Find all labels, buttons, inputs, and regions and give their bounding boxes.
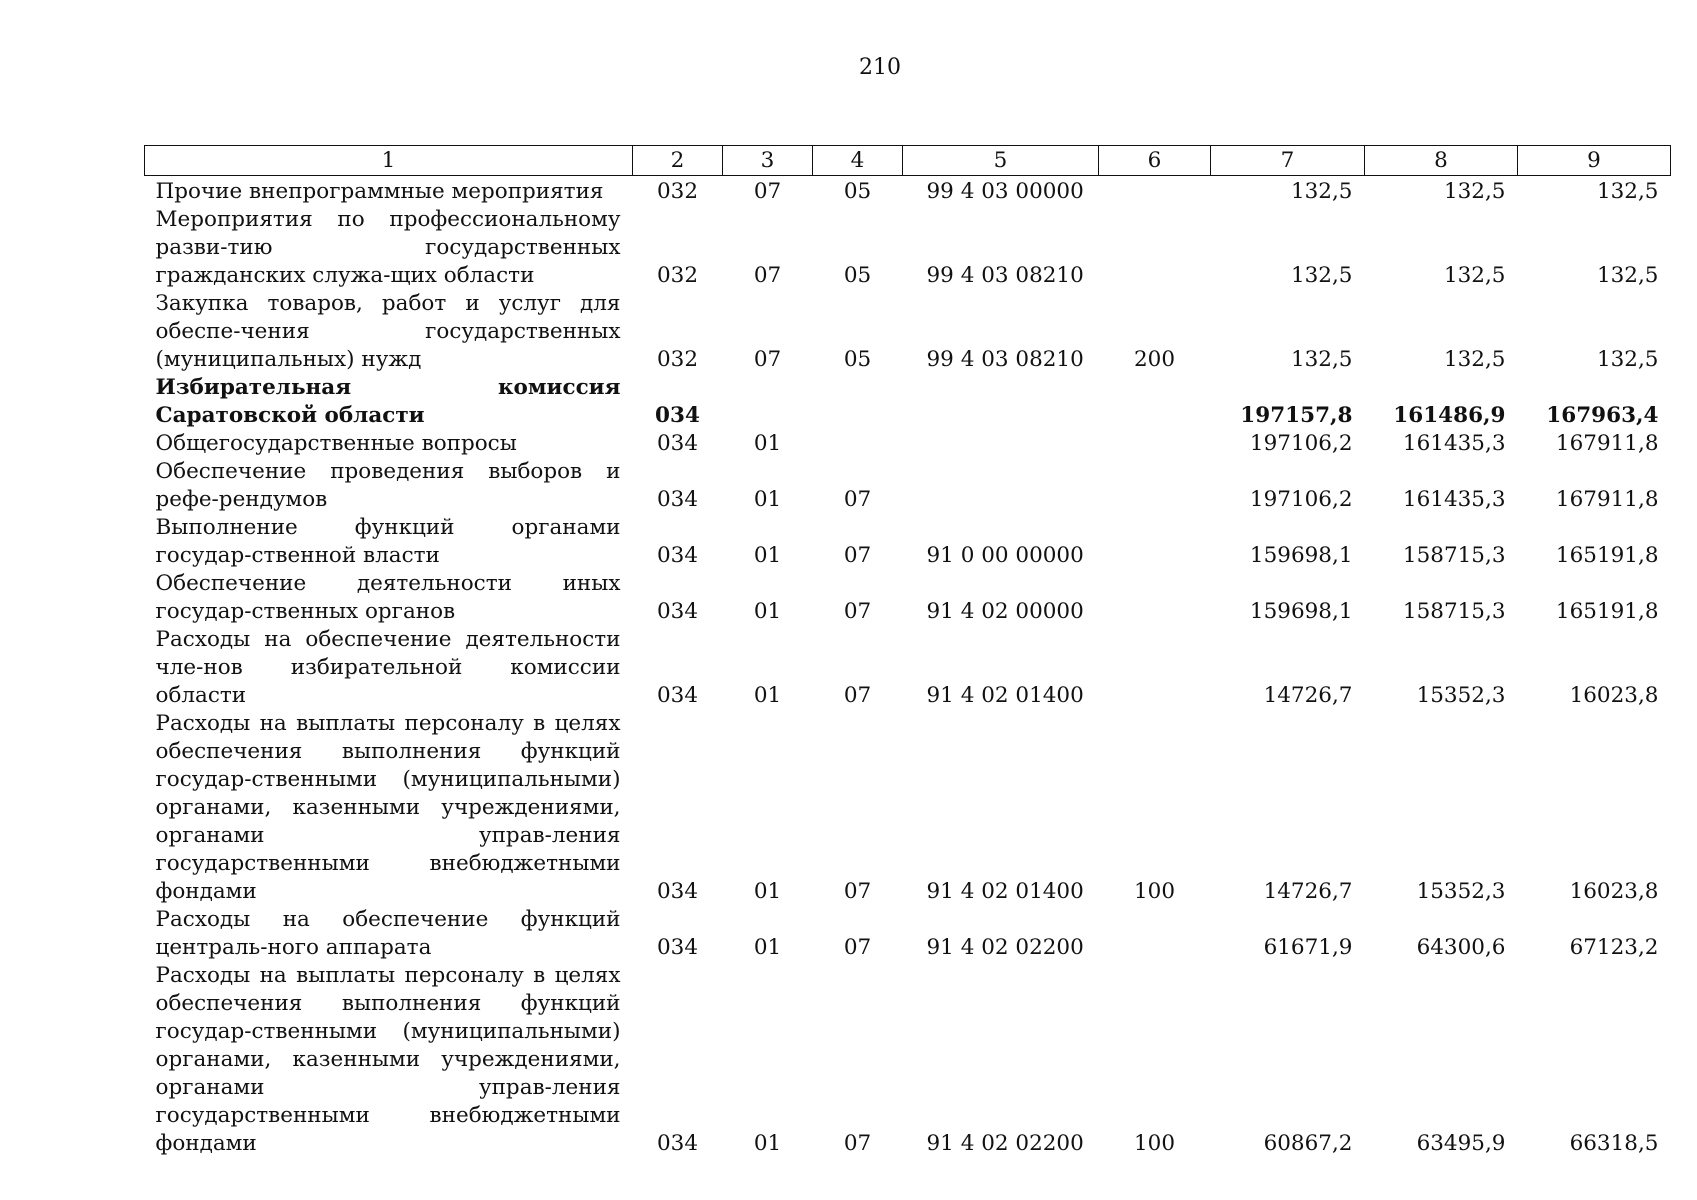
row-amount-col-8: 132,5 xyxy=(1443,179,1506,204)
row-expense-type xyxy=(1099,626,1211,710)
row-target-article: 91 0 00 00000 xyxy=(926,543,1084,568)
row-amount-col-7: 197106,2 xyxy=(1249,487,1353,512)
row-subsection-code: 05 xyxy=(843,263,872,288)
row-name: Расходы на обеспечение деятельности чле-нов избирательной комиссии области xyxy=(155,627,621,708)
row-ministry-code: 032 xyxy=(656,347,699,372)
row-name: Прочие внепрограммные мероприятия xyxy=(155,179,604,204)
row-amount-col-8: 161486,9 xyxy=(1393,403,1506,428)
row-amount-col-7: 159698,1 xyxy=(1249,599,1353,624)
row-amount-col-9: 67123,2 xyxy=(1569,935,1659,960)
row-target-article: 91 4 02 00000 xyxy=(926,599,1084,624)
row-name: Обеспечение проведения выборов и рефе-рендумов xyxy=(155,459,621,512)
row-subsection-code: 07 xyxy=(843,683,872,708)
row-section-code: 01 xyxy=(753,431,782,456)
row-expense-type xyxy=(1099,458,1211,514)
row-target-article: 99 4 03 00000 xyxy=(926,179,1084,204)
table-row xyxy=(145,176,1671,207)
row-subsection-code: 07 xyxy=(843,1131,872,1156)
row-section-code: 01 xyxy=(753,599,782,624)
row-expense-type xyxy=(1099,430,1211,458)
row-ministry-code: 034 xyxy=(655,403,700,428)
header-col-6: 6 xyxy=(1099,146,1211,176)
row-ministry-code: 034 xyxy=(656,487,699,512)
row-subsection-code: 07 xyxy=(843,487,872,512)
row-amount-col-7: 197106,2 xyxy=(1249,431,1353,456)
row-target-article: 99 4 03 08210 xyxy=(926,347,1084,372)
row-expense-type: 100 xyxy=(1133,1131,1176,1156)
table-row xyxy=(145,710,1671,906)
row-ministry-code: 032 xyxy=(656,263,699,288)
row-amount-col-9: 165191,8 xyxy=(1555,543,1659,568)
table-header xyxy=(145,146,1671,176)
row-name: Расходы на выплаты персоналу в целях обеспечения выполнения функций государ-ственными (муниципальными) органами, казенными учреждениями, органами управ-ления государственными внебюджетными фондами xyxy=(155,963,621,1156)
row-name: Расходы на обеспечение функций централь-ного аппарата xyxy=(155,907,621,960)
row-amount-col-8: 158715,3 xyxy=(1402,543,1506,568)
row-expense-type xyxy=(1099,206,1211,290)
row-ministry-code: 034 xyxy=(656,935,699,960)
row-amount-col-7: 132,5 xyxy=(1290,179,1353,204)
table-row xyxy=(145,290,1671,374)
row-subsection-code: 07 xyxy=(843,543,872,568)
row-section-code: 01 xyxy=(753,543,782,568)
row-section-code: 01 xyxy=(753,683,782,708)
row-amount-col-9: 16023,8 xyxy=(1569,879,1659,904)
row-subsection-code xyxy=(813,430,903,458)
table-row xyxy=(145,906,1671,962)
row-amount-col-9: 167963,4 xyxy=(1546,403,1659,428)
table-row xyxy=(145,430,1671,458)
row-section-code: 07 xyxy=(753,179,782,204)
row-section-code xyxy=(723,374,813,430)
row-amount-col-9: 66318,5 xyxy=(1569,1131,1659,1156)
row-ministry-code: 034 xyxy=(656,879,699,904)
row-target-article xyxy=(903,374,1099,430)
row-amount-col-8: 132,5 xyxy=(1443,347,1506,372)
row-ministry-code: 032 xyxy=(656,179,699,204)
budget-table xyxy=(144,145,1671,1158)
table-row xyxy=(145,626,1671,710)
row-target-article: 91 4 02 02200 xyxy=(926,1131,1084,1156)
page-number: 210 xyxy=(859,55,901,80)
row-expense-type: 100 xyxy=(1133,879,1176,904)
row-section-code: 01 xyxy=(753,487,782,512)
row-target-article: 91 4 02 01400 xyxy=(926,683,1084,708)
row-section-code: 01 xyxy=(753,935,782,960)
row-amount-col-9: 132,5 xyxy=(1596,263,1659,288)
header-col-1: 1 xyxy=(145,146,633,176)
header-col-7: 7 xyxy=(1211,146,1365,176)
row-amount-col-8: 64300,6 xyxy=(1416,935,1506,960)
row-target-article: 91 4 02 02200 xyxy=(926,935,1084,960)
table-row xyxy=(145,962,1671,1158)
row-name: Расходы на выплаты персоналу в целях обеспечения выполнения функций государ-ственными (муниципальными) органами, казенными учреждениями, органами управ-ления государственными внебюджетными фондами xyxy=(155,711,621,904)
row-target-article xyxy=(903,458,1099,514)
row-section-code: 07 xyxy=(753,263,782,288)
row-name: Мероприятия по профессиональному разви-тию государственных гражданских служа-щих области xyxy=(155,207,621,288)
table-row xyxy=(145,374,1671,430)
row-amount-col-8: 161435,3 xyxy=(1402,431,1506,456)
header-col-5: 5 xyxy=(903,146,1099,176)
row-amount-col-8: 63495,9 xyxy=(1416,1131,1506,1156)
row-subsection-code xyxy=(813,374,903,430)
row-ministry-code: 034 xyxy=(656,599,699,624)
row-target-article: 99 4 03 08210 xyxy=(926,263,1084,288)
row-amount-col-7: 61671,9 xyxy=(1263,935,1353,960)
row-section-code: 07 xyxy=(753,347,782,372)
row-amount-col-7: 14726,7 xyxy=(1263,879,1353,904)
row-target-article: 91 4 02 01400 xyxy=(926,879,1084,904)
row-name: Общегосударственные вопросы xyxy=(155,431,517,456)
row-expense-type xyxy=(1099,374,1211,430)
row-amount-col-9: 167911,8 xyxy=(1555,487,1659,512)
table-row xyxy=(145,458,1671,514)
row-name: Обеспечение деятельности иных государ-ственных органов xyxy=(155,571,621,624)
header-col-2: 2 xyxy=(633,146,723,176)
row-amount-col-9: 132,5 xyxy=(1596,179,1659,204)
row-subsection-code: 07 xyxy=(843,879,872,904)
row-ministry-code: 034 xyxy=(656,1131,699,1156)
row-amount-col-8: 15352,3 xyxy=(1416,683,1506,708)
row-amount-col-9: 165191,8 xyxy=(1555,599,1659,624)
row-name: Выполнение функций органами государ-ственной власти xyxy=(155,515,621,568)
row-ministry-code: 034 xyxy=(656,543,699,568)
row-section-code: 01 xyxy=(753,1131,782,1156)
row-amount-col-9: 16023,8 xyxy=(1569,683,1659,708)
row-amount-col-7: 132,5 xyxy=(1290,263,1353,288)
row-target-article xyxy=(903,430,1099,458)
row-amount-col-8: 15352,3 xyxy=(1416,879,1506,904)
table-row xyxy=(145,206,1671,290)
row-amount-col-8: 161435,3 xyxy=(1402,487,1506,512)
row-amount-col-7: 132,5 xyxy=(1290,347,1353,372)
row-name: Избирательная комиссия Саратовской области xyxy=(155,375,621,428)
row-expense-type xyxy=(1099,906,1211,962)
row-subsection-code: 05 xyxy=(843,179,872,204)
row-subsection-code: 05 xyxy=(843,347,872,372)
row-amount-col-7: 60867,2 xyxy=(1263,1131,1353,1156)
row-amount-col-7: 197157,8 xyxy=(1240,403,1353,428)
row-section-code: 01 xyxy=(753,879,782,904)
table-body xyxy=(145,176,1671,1159)
row-expense-type: 200 xyxy=(1133,347,1176,372)
row-amount-col-7: 14726,7 xyxy=(1263,683,1353,708)
row-amount-col-7: 159698,1 xyxy=(1249,543,1353,568)
row-subsection-code: 07 xyxy=(843,935,872,960)
table-row xyxy=(145,570,1671,626)
header-col-3: 3 xyxy=(723,146,813,176)
row-expense-type xyxy=(1099,176,1211,207)
row-amount-col-9: 167911,8 xyxy=(1555,431,1659,456)
row-name: Закупка товаров, работ и услуг для обеспе-чения государственных (муниципальных) нужд xyxy=(155,291,621,372)
header-row xyxy=(145,146,1671,176)
row-expense-type xyxy=(1099,570,1211,626)
row-amount-col-8: 132,5 xyxy=(1443,263,1506,288)
header-col-9: 9 xyxy=(1518,146,1671,176)
row-amount-col-9: 132,5 xyxy=(1596,347,1659,372)
header-col-4: 4 xyxy=(813,146,903,176)
row-subsection-code: 07 xyxy=(843,599,872,624)
row-ministry-code: 034 xyxy=(656,683,699,708)
row-amount-col-8: 158715,3 xyxy=(1402,599,1506,624)
row-ministry-code: 034 xyxy=(656,431,699,456)
row-expense-type xyxy=(1099,514,1211,570)
header-col-8: 8 xyxy=(1365,146,1518,176)
table-row xyxy=(145,514,1671,570)
